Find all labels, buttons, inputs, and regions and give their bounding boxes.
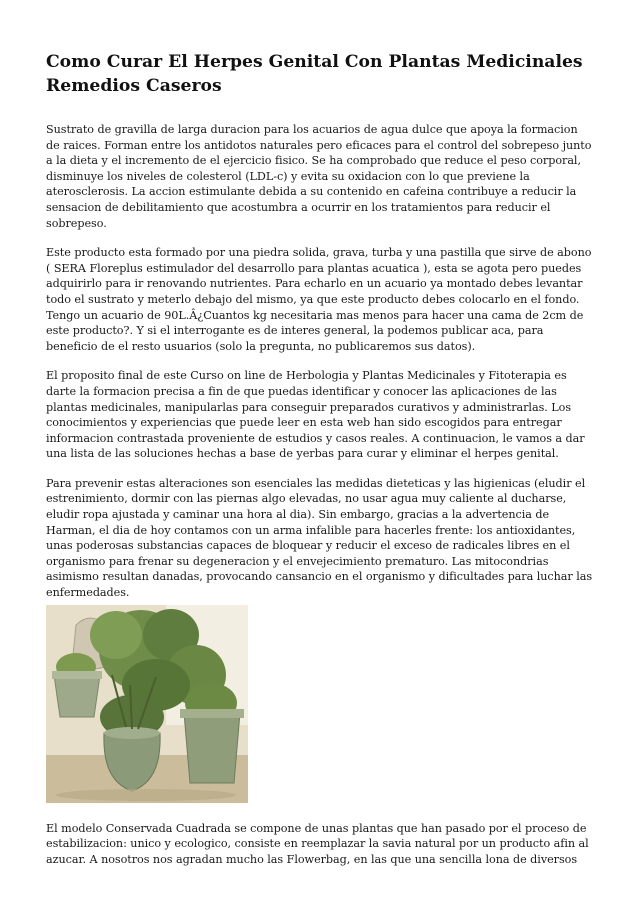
paragraph-4: Para prevenir estas alteraciones son esenciales las medidas dieteticas y las higienicas (eludir el estrenimiento, dormir con las piernas algo elevadas, no usar agua muy caliente al ducharse, eludir ropa ajustada y caminar una hora al dia). Sin embargo, gracias a la advertencia de Harman, el dia de hoy contamos con un arma infalible para hacerles frente: los antioxidantes, unas poderosas substancias capaces de bloquear y reducir el exceso de radicales libres en el organismo para frenar su degeneracion y el envejecimiento prematuro. Las mitocondrias asimismo resultan danadas, provocando cansancio en el organismo y dificultades para luchar las enfermedades. (46, 476, 593, 600)
paragraph-2: Este producto esta formado por una piedra solida, grava, turba y una pastilla que sirve de abono ( SERA Floreplus estimulador del desarrollo para plantas acuatica ), esta se agota pero puedes adquirirlo para ir renovando nutrientes. Para echarlo en un acuario ya montado debes levantar todo el sustrato y meterlo debajo del mismo, ya que este producto debes colocarlo en el fondo. Tengo un acuario de 90L.Â¿Cuantos kg necesitaria mas menos para hacer una cama de 2cm de este producto?. Y si el interrogante es de interes general, la podemos publicar aca, para beneficio de el resto usuarios (solo la pregunta, no publicaremos sus datos). (46, 246, 592, 353)
paragraph-1: Sustrato de gravilla de larga duracion para los acuarios de agua dulce que apoya la formacion de raices. Forman entre los antidotos naturales pero eficaces para el control del sobrepeso junto a la dieta y el incremento de el ejercicio fisico. Se ha comprobado que reduce el peso corporal, disminuye los niveles de colesterol (LDL-c) y evita su oxidacion con lo que previene la aterosclerosis. La accion estimulante debida a su contenido en cafeina contribuye a reducir la sensacion de debilitamiento que acostumbra a ocurrir en los tratamientos para reducir el sobrepeso. (46, 123, 592, 230)
paragraph-3: El proposito final de este Curso on line de Herbologia y Plantas Medicinales y Fitoterapia es darte la formacion precisa a fin de que puedas identificar y conocer las aplicaciones de las plantas medicinales, manipularlas para conseguir preparados curativos y administrarlas. Los conocimientos y experiencias que puede leer en esta web han sido escogidos para entregar informacion contrastada proveniente de estudios y casos reales. A continuacion, le vamos a dar una lista de las soluciones hechas a base de yerbas para curar y eliminar el herpes genital. (46, 369, 585, 461)
page-title: Como Curar El Herpes Genital Con Plantas Medicinales Remedios Caseros (46, 52, 583, 96)
potted-plants-illustration (46, 605, 248, 803)
potted-plants-photo (46, 605, 248, 803)
paragraph-5: El modelo Conservada Cuadrada se compone de unas plantas que han pasado por el proceso de estabilizacion: unico y ecologico, consiste en reemplazar la savia natural por un producto afin al azucar. A nosotros nos agradan mucho las Flowerbag, en las que una sencilla lona de diversos (46, 821, 589, 866)
